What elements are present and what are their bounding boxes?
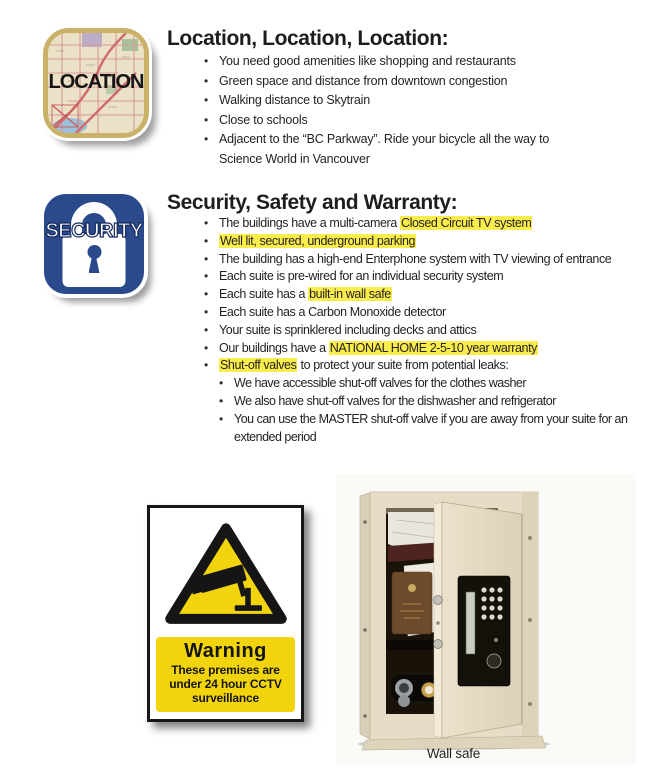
sub-bullet-item: • You can use the MASTER shut-off valve if you are away from your suite for an extended period xyxy=(217,411,648,447)
bullet-item xyxy=(202,233,648,251)
bullet-item xyxy=(202,322,648,340)
bullet-item xyxy=(202,340,648,358)
highlighted-text: Shut-off valves xyxy=(220,358,297,373)
highlighted-text: Well lit, secured, underground parking xyxy=(220,233,416,248)
bullet-item: • Walking distance to Skytrain xyxy=(202,91,586,111)
bullet-item xyxy=(202,268,648,286)
warning-line: These premises are xyxy=(171,663,280,677)
bullet-text: Our buildings have a xyxy=(219,340,329,355)
warning-title: Warning xyxy=(184,640,267,662)
bullet-item: • You need good amenities like shopping and restaurants xyxy=(202,52,586,72)
bullet-item xyxy=(202,286,648,304)
bullet-item: • Adjacent to the “BC Parkway”. Ride your bicycle all the way to Science World in Vancouver xyxy=(202,130,586,169)
highlighted-text: built-in wall safe xyxy=(309,287,391,302)
warning-line: under 24 hour CCTV xyxy=(169,677,282,691)
location-map-icon xyxy=(43,28,149,138)
bullet-text: Your suite is sprinklered including decks and attics xyxy=(219,322,477,337)
security-padlock-icon xyxy=(44,194,144,294)
security-text-block xyxy=(202,215,648,446)
cctv-sign-text-box xyxy=(156,637,295,712)
location-heading: Location, Location, Location: xyxy=(167,27,449,50)
bullet-text: Each suite has a xyxy=(219,287,309,302)
security-badge-label: SECURITY xyxy=(45,220,143,242)
bullet-item xyxy=(202,304,648,322)
bullet-item xyxy=(202,251,648,269)
location-badge-label: LOCATION xyxy=(48,71,144,93)
sub-bullet-item: • We have accessible shut-off valves for the clothes washer xyxy=(217,375,648,393)
location-bullet-list xyxy=(202,52,586,169)
bullet-text: The building has a high-end Enterphone system with TV viewing of entrance xyxy=(219,251,612,266)
bullet-text: The buildings have a multi-camera xyxy=(219,216,400,230)
bullet-item xyxy=(202,357,648,375)
shutoff-sub-bullet-list xyxy=(217,375,648,446)
wall-safe-caption: Wall safe xyxy=(426,746,481,761)
bullet-text: to protect your suite from potential leaks: xyxy=(297,358,509,373)
cctv-warning-sign xyxy=(147,505,304,722)
keyhole-stem xyxy=(89,256,100,273)
highlighted-text: NATIONAL HOME 2-5-10 year warranty xyxy=(329,340,538,355)
bullet-item xyxy=(202,215,648,233)
warning-line: surveillance xyxy=(192,691,259,705)
bullet-item: • Close to schools xyxy=(202,111,586,131)
cctv-camera-warning-triangle-icon xyxy=(164,518,288,628)
security-heading: Security, Safety and Warranty: xyxy=(167,191,458,214)
security-bullet-list xyxy=(202,215,648,375)
highlighted-text: Closed Circuit TV system xyxy=(400,216,532,230)
wall-safe-photo xyxy=(346,480,561,752)
bullet-text: Each suite has a Carbon Monoxide detector xyxy=(219,304,446,319)
bullet-item: • Green space and distance from downtown congestion xyxy=(202,72,586,92)
bullet-text: Each suite is pre-wired for an individual security system xyxy=(219,269,504,284)
sub-bullet-item: • We also have shut-off valves for the dishwasher and refrigerator xyxy=(217,393,648,411)
